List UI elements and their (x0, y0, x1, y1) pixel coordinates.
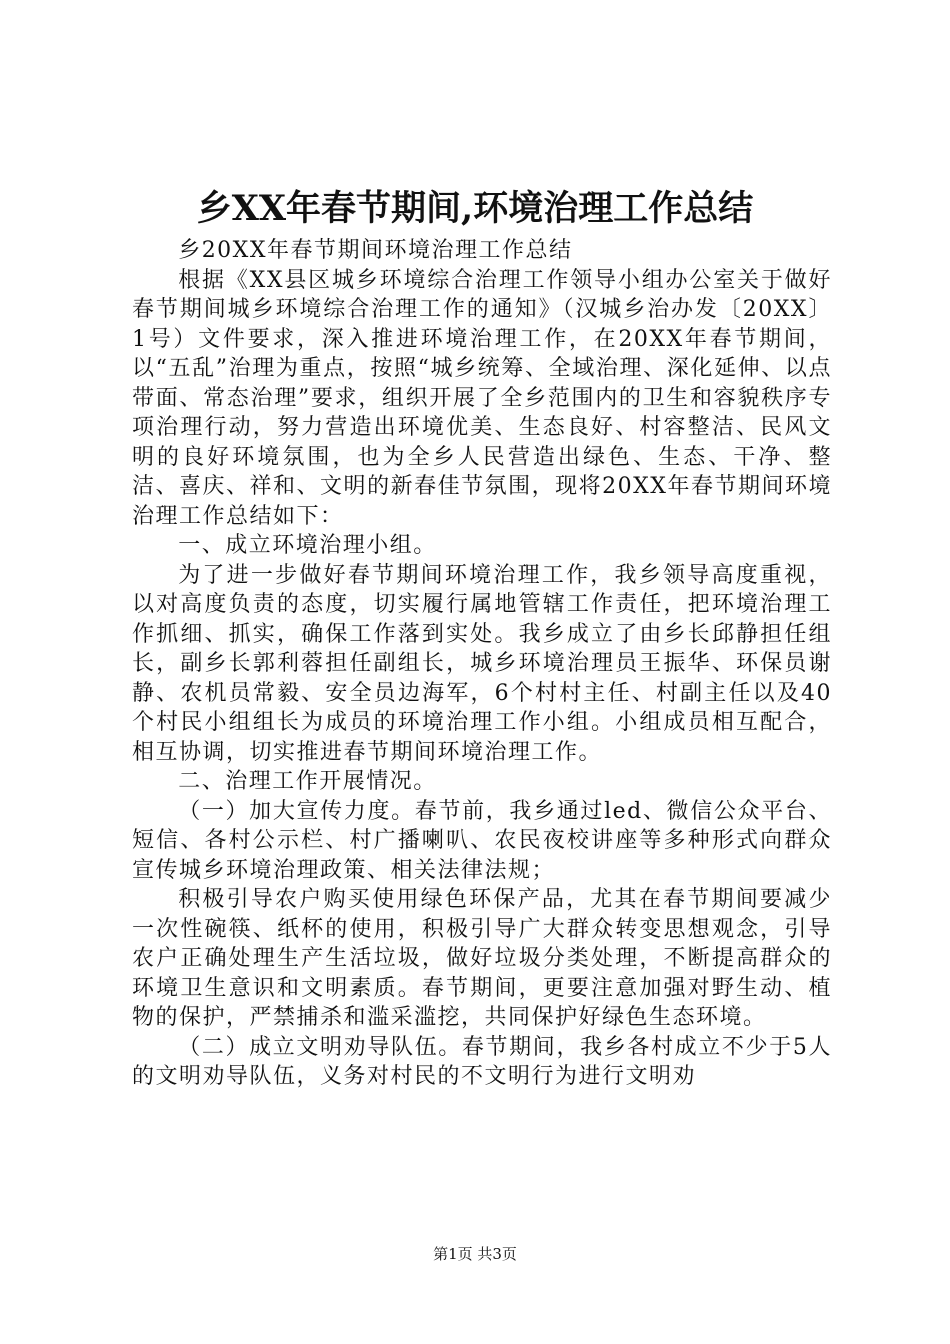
page-footer: 第1页 共3页 (433, 1245, 517, 1263)
paragraph-publicity: （一）加大宣传力度。春节前，我乡通过led、微信公众平台、短信、各村公示栏、村广播喇叭、农民夜校讲座等多种形式向群众宣传城乡环境治理政策、相关法律法规； (132, 798, 832, 883)
document-body (132, 236, 832, 1092)
section-heading-1: 一、成立环境治理小组。 (178, 533, 437, 558)
paragraph-guidance: 积极引导农户购买使用绿色环保产品，尤其在春节期间要减少一次性碗筷、纸杯的使用，积极引导广大群众转变思想观念，引导农户正确处理生产生活垃圾，做好垃圾分类处理，不断提高群众的环境卫生意识和文明素质。春节期间，更要注意加强对野生动、植物的保护，严禁捕杀和滥采滥挖，共同保护好绿色生态环境。 (132, 887, 832, 1030)
paragraph-intro: 根据《XX县区城乡环境综合治理工作领导小组办公室关于做好春节期间城乡环境综合治理工作的通知》（汉城乡治办发〔20XX〕1号）文件要求，深入推进环境治理工作，在20XX年春节期间，以“五乱”治理为重点，按照“城乡统筹、全域治理、深化延伸、以点带面、常态治理”要求，组织开展了全乡范围内的卫生和容貌秩序专项治理行动，努力营造出环境优美、生态良好、村容整洁、民风文明的良好环境氛围，也为全乡人民营造出绿色、生态、干净、整洁、喜庆、祥和、文明的新春佳节氛围，现将20XX年春节期间环境治理工作总结如下： (132, 267, 832, 529)
paragraph-civility-team: （二）成立文明劝导队伍。春节期间，我乡各村成立不少于5人的文明劝导队伍，义务对村民的不文明行为进行文明劝 (132, 1034, 832, 1089)
section-heading-2: 二、治理工作开展情况。 (178, 769, 437, 794)
document-title: 乡XX年春节期间,环境治理工作总结 (196, 188, 754, 229)
paragraph-section-1: 为了进一步做好春节期间环境治理工作，我乡领导高度重视，以对高度负责的态度，切实履行属地管辖工作责任，把环境治理工作抓细、抓实，确保工作落到实处。我乡成立了由乡长邱静担任组长，副乡长郭利蓉担任副组长，城乡环境治理员王振华、环保员谢静、农机员常毅、安全员边海军，6个村村主任、村副主任以及40个村民小组组长为成员的环境治理工作小组。小组成员相互配合，相互协调，切实推进春节期间环境治理工作。 (132, 562, 832, 765)
paragraph-subtitle: 乡20XX年春节期间环境治理工作总结 (178, 238, 573, 263)
